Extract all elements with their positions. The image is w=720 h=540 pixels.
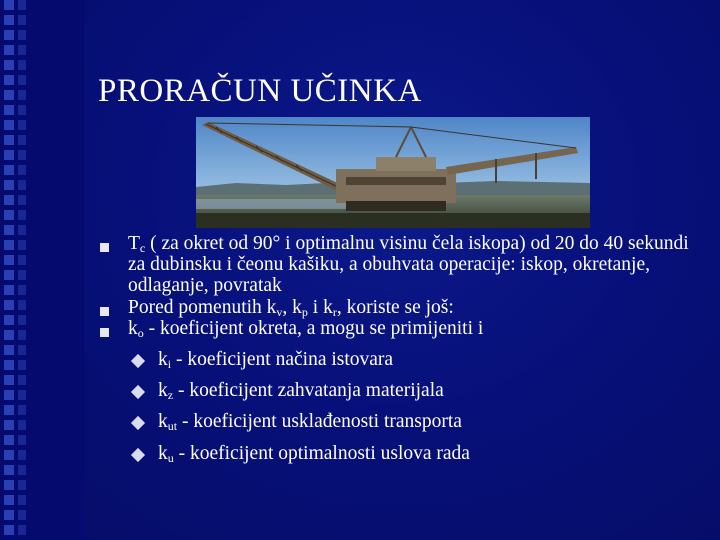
sub-bullet-kut [100,411,700,432]
bullet-text-d: , koriste se još: [336,296,454,318]
square-bullet-icon [100,307,109,316]
sub-subscript: z [167,388,174,403]
sub-k: k [158,442,168,464]
subscript-c: c [139,241,146,255]
sub-k: k [158,380,168,402]
diamond-bullet-icon [131,416,145,430]
diamond-bullet-icon [131,385,145,399]
decorative-square-column [4,0,14,540]
sub-k: k [158,411,168,433]
sub-text: - koeficijent načina istovara [171,349,394,371]
square-bullet-icon [100,328,109,337]
bullet-text-tc-rest: ( za okret od 90° i optimalnu visinu čela iskopa) od 20 do 40 sekundi za dubinsku i čeonu kašiku, a obuhvata operacije: iskop, okretanje, odlaganje, povratak [128,233,689,297]
subscript-r: r [332,304,337,319]
sub-text: - koeficijent zahvatanja materijala [173,380,444,402]
square-bullet-icon [100,243,109,252]
sub-subscript: u [167,450,174,465]
bullet-text-t: T [128,233,140,254]
decorative-square-column-faint [18,0,26,540]
excavator-photo-image [196,117,590,228]
slide-title: PRORAČUN UČINKA [98,73,422,109]
sub-bullet-ku [100,443,700,464]
bullet-item-ko [100,318,700,339]
subscript-v: v [276,304,283,319]
sub-subscript: i [167,357,172,372]
bullet-text-c: i k [307,296,333,318]
sub-bullet-ki [100,349,700,370]
bullet-text-a: Pored pomenutih k [128,296,277,318]
sub-subscript: ut [167,419,178,434]
subscript-o: o [137,325,144,340]
diamond-bullet-icon [131,354,145,368]
diamond-bullet-icon [131,448,145,462]
bullet-list [100,233,700,464]
subscript-p: p [301,304,308,319]
excavator-photo [196,117,590,228]
sub-text: - koeficijent optimalnosti uslova rada [173,442,470,464]
bullet-text-ko-rest: - koeficijent okreta, a mogu se primijeniti i [143,317,484,339]
sub-text: - koeficijent usklađenosti transporta [177,411,462,433]
sub-k: k [158,349,168,371]
sub-bullet-kz [100,380,700,401]
bullet-text-k: k [128,317,138,339]
bullet-item-pored [100,297,700,318]
bullet-text-b: , k [282,296,302,318]
bullet-item-tc [100,233,700,297]
